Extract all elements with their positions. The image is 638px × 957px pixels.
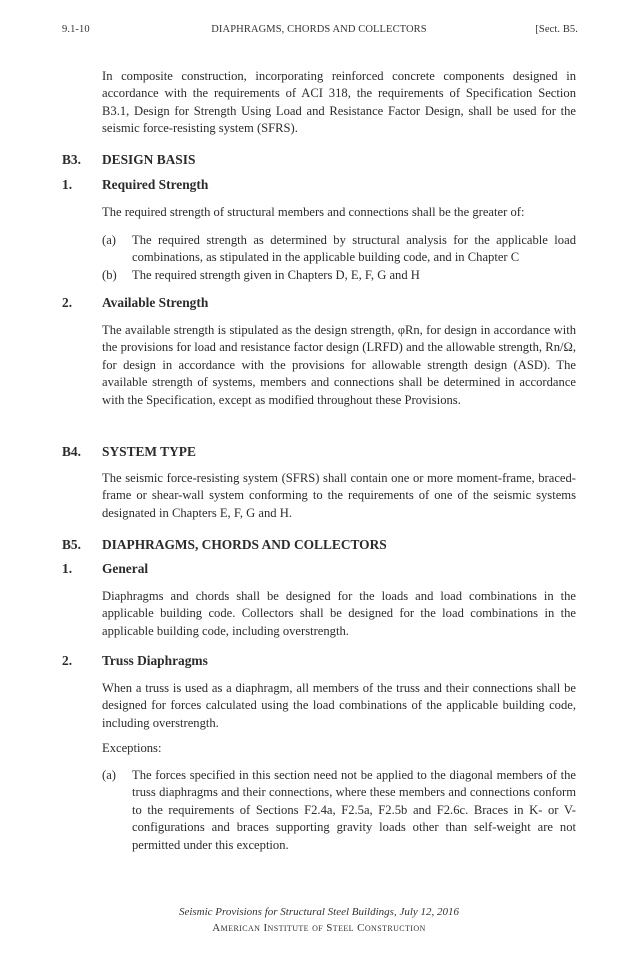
list-item-label: (b) <box>102 267 117 282</box>
b3-1-number: 1. <box>62 177 73 192</box>
page-number: 9.1-10 <box>62 24 90 35</box>
list-item-text: The required strength as determined by structural analysis for the applicable load combinations, as stipulated in the applicable building code, and in Chapter C <box>132 233 576 265</box>
b3-2-heading: Available Strength <box>102 295 209 310</box>
b3-1-list <box>102 232 576 284</box>
b3-heading: DESIGN BASIS <box>102 152 196 167</box>
b5-2-number: 2. <box>62 653 73 668</box>
b4-heading: SYSTEM TYPE <box>102 444 196 459</box>
b3-2-number: 2. <box>62 295 73 310</box>
exceptions-label: Exceptions: <box>102 741 162 755</box>
list-item-text: The required strength given in Chapters D, E, F, G and H <box>132 267 420 282</box>
footer-publication-title: Seismic Provisions for Structural Steel Buildings, July 12, 2016 <box>178 906 460 918</box>
running-title: DIAPHRAGMS, CHORDS AND COLLECTORS <box>211 24 427 35</box>
list-item <box>102 767 576 854</box>
b5-heading: DIAPHRAGMS, CHORDS AND COLLECTORS <box>102 537 387 552</box>
intro-paragraph: In composite construction, incorporating reinforced concrete components designed in accordance with the requirements of ACI 318, the requirements of Specification Section B3.1, Design for Strength Using Load and Resistance Factor Design, shall be used for the seismic force-resisting system (SFRS). <box>102 69 576 136</box>
b3-1-paragraph: The required strength of structural members and connections shall be the greater of: <box>102 205 525 219</box>
b3-number: B3. <box>62 152 81 167</box>
b5-2-heading: Truss Diaphragms <box>102 653 208 668</box>
b5-number: B5. <box>62 537 81 552</box>
b4-paragraph: The seismic force-resisting system (SFRS) shall contain one or more moment-frame, braced-frame or shear-wall system conforming to the requirements of one of the seismic systems designated in Chapters E, F, G and H. <box>102 471 576 520</box>
b5-1-number: 1. <box>62 561 73 576</box>
list-item-label: (a) <box>102 233 116 247</box>
b3-2-paragraph: The available strength is stipulated as the design strength, φRn, for design in accordance with the provisions for load and resistance factor design (LRFD) and the allowable strength, Rn/Ω, for design in accordance with the provisions for allowable strength design (ASD). The available strength of systems, members and connections shall be determined in accordance with the Specification, except as modified throughout these Provisions. <box>102 323 576 407</box>
list-item <box>102 267 576 284</box>
list-item <box>102 232 576 267</box>
b3-1-heading: Required Strength <box>102 177 209 192</box>
b5-2-exceptions-list <box>102 767 576 854</box>
b5-1-heading: General <box>102 561 149 576</box>
list-item-text: The forces specified in this section need not be applied to the diagonal members of the truss diaphragms and their connections, where these members and connections conform to the requirements of Sections F2.4a, F2.5a, F2.5b and F2.6c. Braces in K- or V- configurations and braces supporting gravity loads other than self-weight are not permitted under this exception. <box>132 768 576 852</box>
b5-1-paragraph: Diaphragms and chords shall be designed for the loads and load combinations in the applicable building code. Collectors shall be designed for the load combinations in the applicable building code, including overstrength. <box>102 589 576 638</box>
b5-2-paragraph: When a truss is used as a diaphragm, all members of the truss and their connections shall be designed for forces calculated using the load combinations of the applicable building code, including overstrength. <box>102 681 576 730</box>
b4-number: B4. <box>62 444 81 459</box>
section-reference: [Sect. B5. <box>535 24 578 35</box>
list-item-label: (a) <box>102 768 116 782</box>
footer-publisher: American Institute of Steel Construction <box>212 922 426 934</box>
